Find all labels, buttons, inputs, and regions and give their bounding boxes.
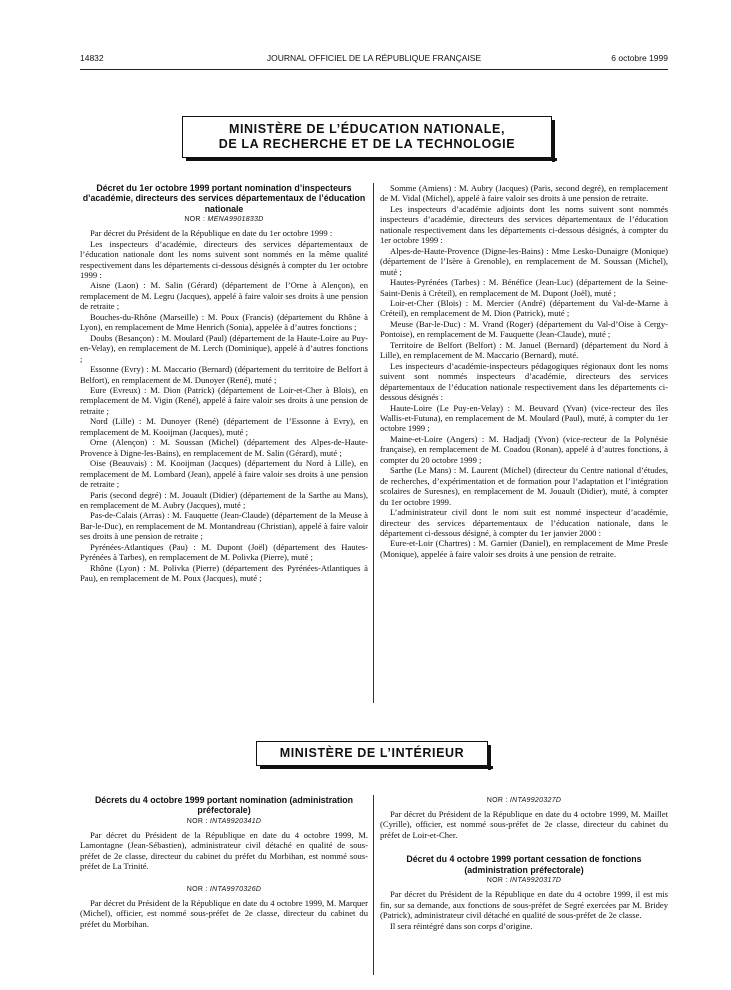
- paragraph: Orne (Alençon) : M. Soussan (Michel) (département des Alpes-de-Haute-Provence à Digne-les-Bains), en remplacement de M. Salin (Gérard), muté ;: [80, 437, 368, 458]
- decree1-right-paragraphs: [380, 183, 668, 559]
- box-shadow: [186, 158, 557, 161]
- running-header: [80, 53, 668, 67]
- paragraph: Territoire de Belfort (Belfort) : M. Januel (Bernard) (département du Nord à Lille), en remplacement de M. Maccario (Bernard), muté.: [380, 339, 668, 361]
- issue-date: 6 octobre 1999: [611, 53, 668, 63]
- paragraph: Paris (second degré) : M. Jouault (Didier) (département de la Sarthe au Mans), en remplacement de M. Aubry (Jacques), muté ;: [80, 489, 368, 510]
- paragraph: Par décret du Président de la République en date du 4 octobre 1999, M. Lamontagne (Jean-Sébastien), administrateur civil détaché en qualité de sous-préfet de 2e classe, directeur du cabinet du préfet du Morbihan, est nommé sous-préfet de La Trinité.: [80, 829, 368, 872]
- paragraph: Eure (Evreux) : M. Dion (Patrick) (département de Loir-et-Cher à Blois), en remplacement de M. Vigin (René), appelé à faire valoir ses droits à une pension de retraite ;: [80, 385, 368, 416]
- paragraph: Haute-Loire (Le Puy-en-Velay) : M. Beuvard (Yvan) (vice-recteur des îles Wallis-et-Futuna), en remplacement de M. Moulard (Paul), muté, à compter du 1er octobre 1999 ;: [380, 402, 668, 434]
- paragraph: Par décret du Président de la République en date du 1er octobre 1999 :: [90, 228, 333, 239]
- decree1-nor: [80, 215, 368, 225]
- decree4-title: Décret du 4 octobre 1999 portant cessation de fonctions (administration préfectorale): [406, 854, 642, 875]
- paragraph: Pyrénées-Atlantiques (Pau) : M. Dupont (Joël) (département des Hautes-Pyrénées à Tarbes), en remplacement de M. Polivka (Pierre), muté ;: [80, 541, 368, 563]
- paragraph: Par décret du Président de la République en date du 4 octobre 1999, M. Maillet (Cyrille), officier, est nommé sous-préfet de 2e classe, directeur du cabinet du préfet de Loir-et-Cher.: [380, 809, 668, 840]
- decree2-column: [80, 795, 368, 929]
- decree1-title: Décret du 1er octobre 1999 portant nomination d’inspecteurs d’académie, directeurs des services départementaux de l’éducation nationale: [82, 183, 366, 214]
- decree4-paragraphs: [380, 889, 668, 931]
- paragraph: Sarthe (Le Mans) : M. Laurent (Michel) (directeur du Centre national d’études, de recherches, d’expérimentation et de formation pour l’adaptation et l’intégration scolaires de Suresnes), en remplacement de M. Jouault (Didier), muté, à compter du 1er octobre 1999.: [380, 465, 668, 507]
- paragraph: Maine-et-Loire (Angers) : M. Hadjadj (Yvon) (vice-recteur de la Polynésie française), en remplacement de M. Coadou (Ronan), appelé à d’autres fonctions, à compter du 20 octobre 1999 ;: [380, 433, 668, 465]
- ministry-interior-line: MINISTÈRE DE L’INTÉRIEUR: [279, 746, 465, 760]
- ministry-education-box: [182, 116, 552, 158]
- column-separator: [373, 795, 374, 975]
- ministry-education-line2: DE LA RECHERCHE ET DE LA TECHNOLOGIE: [218, 137, 516, 151]
- paragraph: Pas-de-Calais (Arras) : M. Fauquette (Jean-Claude) (département de la Meuse à Bar-le-Duc), en remplacement de M. Montandreau (Christian), appelé à faire valoir ses droits à une pension de retraite ;: [80, 510, 368, 542]
- paragraph: Il sera réintégré dans son corps d’origine.: [390, 920, 533, 931]
- nor-label: NOR :: [186, 817, 208, 825]
- paragraph: Les inspecteurs d’académie adjoints dont les noms suivent sont nommés inspecteurs d’académie, directeurs des services départementaux de l’éducation nationale respectivement dans les départements ci-dessous désignés, à compter du 1er octobre 1999 :: [380, 203, 668, 246]
- paragraph: Eure-et-Loir (Chartres) : M. Garnier (Daniel), en remplacement de Mme Presle (Monique), appelée à faire valoir ses droits à une pension de retraite.: [380, 538, 668, 559]
- nor-code: MENA9901833D: [207, 216, 264, 224]
- decree3-nor: [380, 796, 668, 806]
- nor-label: NOR :: [184, 216, 206, 224]
- paragraph: Somme (Amiens) : M. Aubry (Jacques) (Paris, second degré), en remplacement de M. Vidal (Michel), appelé à faire valoir ses droits à une pension de retraite.: [380, 183, 668, 204]
- nor-label: NOR :: [486, 797, 508, 804]
- nor-code: INTA9920341D: [209, 817, 262, 825]
- nor-code: INTA9920317D: [509, 877, 562, 885]
- decree2-paragraphs-second: [80, 898, 368, 929]
- ministry-education-line1: MINISTÈRE DE L’ÉDUCATION NATIONALE,: [228, 122, 506, 136]
- box-shadow: [552, 120, 555, 162]
- paragraph: Par décret du Président de la République en date du 4 octobre 1999, M. Marquer (Michel), officier, est nommé sous-préfet de 2e classe, directeur du cabinet du préfet du Morbihan.: [80, 897, 368, 929]
- journal-title: JOURNAL OFFICIEL DE LA RÉPUBLIQUE FRANÇAISE: [266, 53, 482, 63]
- decree2-nor: [80, 817, 368, 827]
- paragraph: Rhône (Lyon) : M. Polivka (Pierre) (département des Pyrénées-Atlantiques à Pau), en remplacement de M. Poux (Jacques), muté ;: [80, 562, 368, 584]
- nor-label: NOR :: [486, 877, 508, 885]
- paragraph: Bouches-du-Rhône (Marseille) : M. Poux (Francis) (département du Rhône à Lyon), en remplacement de Mme Henrich (Sonia), appelée à d’autres fonctions ;: [80, 311, 368, 333]
- decree1-left-column: [80, 183, 368, 584]
- paragraph: Les inspecteurs d’académie, directeurs des services départementaux de l’éducation nationale dont les noms suivent sont nommés en la même qualité respectivement dans les départements ci-dessous désignés à compter du 1er octobre 1999 :: [80, 238, 368, 281]
- paragraph: Loir-et-Cher (Blois) : M. Mercier (André) (département du Val-de-Marne à Créteil), en remplacement de M. Dion (Patrick), muté ;: [380, 297, 668, 319]
- paragraph: Doubs (Besançon) : M. Moulard (Paul) (département de la Haute-Loire au Puy-en-Velay), en remplacement de M. Lerch (Dominique), appelé à d’autres fonctions ;: [80, 332, 368, 364]
- decree4-nor: [380, 876, 668, 886]
- paragraph: Nord (Lille) : M. Dunoyer (René) (département de l’Essonne à Evry), en remplacement de M. Kooijman (Jacques), muté ;: [80, 416, 368, 437]
- paragraph: Alpes-de-Haute-Provence (Digne-les-Bains) : Mme Lesko-Dunaigre (Monique) (département de l’Isère à Grenoble), en remplacement de M. Soussan (Michel), muté ;: [380, 245, 668, 277]
- nor-label: NOR :: [186, 885, 208, 893]
- decree1-left-paragraphs: [80, 228, 368, 583]
- paragraph: Essonne (Evry) : M. Maccario (Bernard) (département du territoire de Belfort à Belfort), en remplacement de M. Dunoyer (René), muté ;: [80, 364, 368, 385]
- paragraph: Aisne (Laon) : M. Salin (Gérard) (département de l’Orne à Alençon), en remplacement de M. Legru (Jacques), appelé à faire valoir ses droits à une pension de retraite ;: [80, 280, 368, 312]
- nor-code: INTA9920327D: [509, 797, 562, 804]
- ministry-interior-box: [256, 741, 488, 766]
- page-number: 14832: [80, 53, 104, 63]
- decree1-right-column: [380, 183, 668, 559]
- paragraph: Oise (Beauvais) : M. Kooijman (Jacques) (département du Nord à Lille), en remplacement de M. Lombard (Jean), appelé à faire valoir ses droits à une pension de retraite ;: [80, 458, 368, 490]
- decree2-paragraphs: [80, 830, 368, 872]
- decree2-nor-second: [80, 885, 368, 895]
- decree3-4-column: [380, 795, 668, 931]
- decree3-paragraphs: [380, 809, 668, 840]
- decree2-title: Décrets du 4 octobre 1999 portant nomination (administration préfectorale): [94, 795, 354, 816]
- box-shadow: [260, 766, 493, 769]
- paragraph: Les inspecteurs d’académie-inspecteurs pédagogiques régionaux dont les noms suivent sont nommés inspecteurs d’académie, directeurs des services départementaux de l’éducation nationale respectivement dans les départements ci-dessous désignés :: [380, 360, 668, 403]
- header-rule: [80, 69, 668, 70]
- nor-code: INTA9970326D: [209, 885, 262, 893]
- paragraph: Hautes-Pyrénées (Tarbes) : M. Bénéfice (Jean-Luc) (département de la Seine-Saint-Denis à Créteil), en remplacement de M. Dupont (Joël), muté ;: [380, 277, 668, 298]
- paragraph: Meuse (Bar-le-Duc) : M. Vrand (Roger) (département du Val-d’Oise à Cergy-Pontoise), en remplacement de M. Fauquette (Jean-Claude), muté ;: [380, 318, 668, 340]
- paragraph: L’administrateur civil dont le nom suit est nommé inspecteur d’académie, directeur des services départementaux de l’éducation nationale, dans le département ci-dessous désigné, à compter du 1er janvier 2000 :: [380, 507, 668, 538]
- paragraph: Par décret du Président de la République en date du 4 octobre 1999, il est mis fin, sur sa demande, aux fonctions de sous-préfet de Segré exercées par M. Bridey (Patrick), administrateur civil détaché en qualité de sous-préfet de 2e classe.: [380, 889, 668, 921]
- column-separator: [373, 183, 374, 703]
